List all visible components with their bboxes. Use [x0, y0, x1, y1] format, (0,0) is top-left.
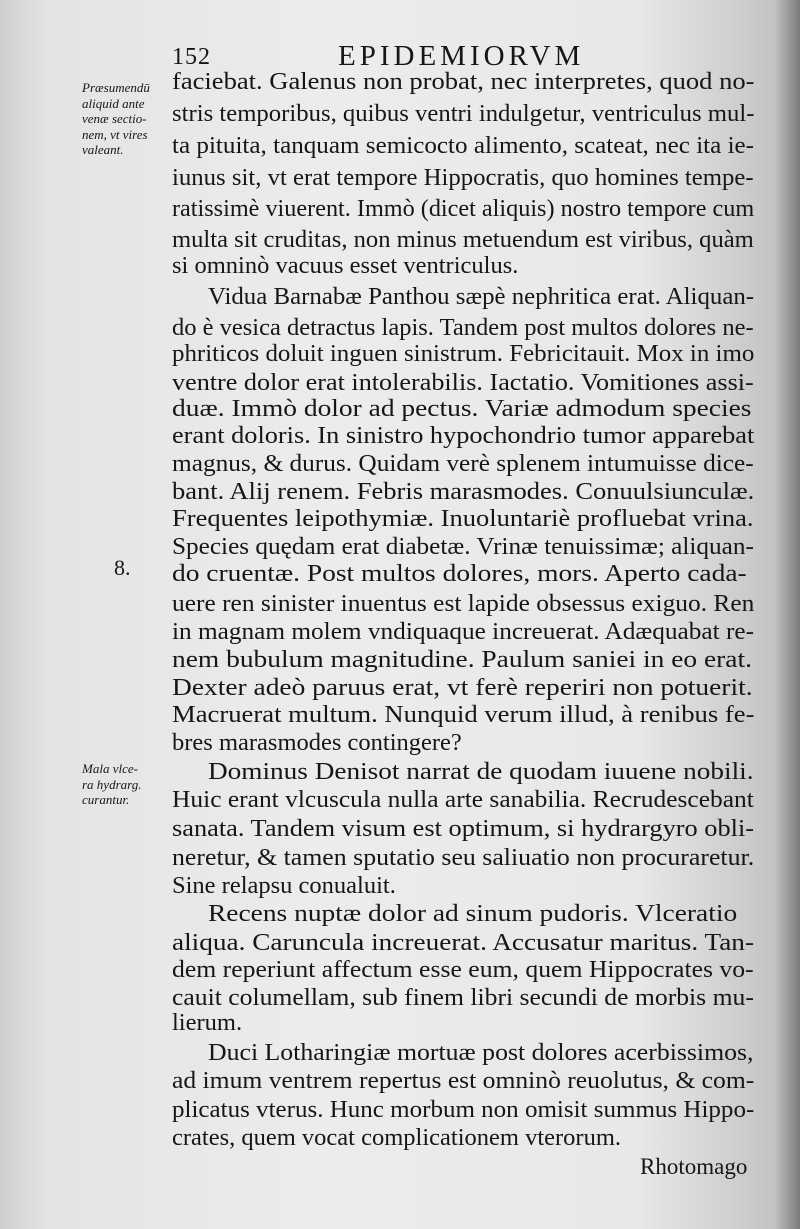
marginal-note-line: Mala vlce- — [82, 761, 138, 776]
page-gutter-shadow — [774, 0, 800, 1229]
marginal-note-line: valeant. — [82, 142, 124, 157]
text-line: bant. Alij renem. Febris marasmodes. Conuulsiunculæ. — [172, 478, 755, 505]
page-number: 152 — [172, 44, 211, 70]
text-line: Vidua Barnabæ Panthou sæpè nephritica erat. Aliquan- — [208, 283, 755, 310]
text-line: ventre dolor erat intolerabilis. Iactatio. Vomitiones assi- — [172, 369, 754, 396]
text-line: do è vesica detractus lapis. Tandem post multos dolores ne- — [172, 314, 754, 341]
text-line: lierum. — [172, 1009, 243, 1036]
text-line: stris temporibus, quibus ventri indulgetur, ventriculus mul- — [172, 100, 755, 127]
text-line: ad imum ventrem repertus est omninò reuolutus, & com- — [172, 1067, 755, 1094]
text-line: faciebat. Galenus non probat, nec interpretes, quod no- — [172, 68, 755, 95]
text-line: sanata. Tandem visum est optimum, si hydrargyro obli- — [172, 815, 755, 842]
marginal-note-line: Præsumendū — [82, 80, 150, 95]
text-line: aliqua. Caruncula increuerat. Accusatur maritus. Tan- — [172, 929, 755, 956]
text-line: magnus, & durus. Quidam verè splenem intumuisse dice- — [172, 450, 754, 477]
text-line: bres marasmodes contingere? — [172, 729, 462, 756]
text-line: ta pituita, tanquam semicocto alimento, scateat, nec ita ie- — [172, 132, 755, 159]
text-line: dem reperiunt affectum esse eum, quem Hippocrates vo- — [172, 956, 754, 983]
text-line: uere ren sinister inuentus est lapide obsessus exiguo. Ren — [172, 590, 755, 617]
text-line: neretur, & tamen sputatio seu saliuatio non procuraretur. — [172, 844, 755, 871]
text-line: Macruerat multum. Nunquid verum illud, à renibus fe- — [172, 701, 755, 728]
text-line: cauit columellam, sub finem libri secundi de morbis mu- — [172, 984, 754, 1011]
case-number: 8. — [114, 555, 131, 580]
text-line: Recens nuptæ dolor ad sinum pudoris. Vlceratio — [208, 900, 738, 927]
text-line: crates, quem vocat complicationem vterorum. — [172, 1124, 622, 1151]
text-line: do cruentæ. Post multos dolores, mors. Aperto cada- — [172, 560, 747, 587]
catchword: Rhotomago — [640, 1154, 748, 1179]
marginal-note-line: nem, vt vires — [82, 126, 148, 142]
text-line: multa sit cruditas, non minus metuendum est viribus, quàm — [172, 226, 754, 253]
text-line: ratissimè viuerent. Immò (dicet aliquis) nostro tempore cum — [172, 195, 755, 222]
text-line: nem bubulum magnitudine. Paulum saniei in eo erat. — [172, 646, 752, 673]
marginal-note-line: curantur. — [82, 792, 130, 807]
text-line: Huic erant vlcuscula nulla arte sanabilia. Recrudescebant — [172, 786, 754, 813]
marginal-note-line: ra hydrarg. — [82, 776, 142, 792]
text-line: iunus sit, vt erat tempore Hippocratis, quo homines tempe- — [172, 164, 754, 191]
marginal-note-line: venæ sectio- — [82, 111, 147, 126]
text-line: phriticos doluit inguen sinistrum. Febricitauit. Mox in imo — [172, 340, 755, 367]
text-line: in magnam molem vndiquaque increuerat. Adæquabat re- — [172, 618, 755, 645]
marginal-note-2 — [82, 761, 141, 808]
text-line: Dominus Denisot narrat de quodam iuuene nobili. — [208, 758, 754, 785]
text-line: Frequentes leipothymiæ. Inuoluntariè profluebat vrina. — [172, 505, 754, 532]
text-line: plicatus vterus. Hunc morbum non omisit summus Hippo- — [172, 1096, 755, 1123]
text-line: Dexter adeò paruus erat, vt ferè reperiri non potuerit. — [172, 674, 753, 701]
text-line: duæ. Immò dolor ad pectus. Variæ admodum species — [172, 395, 752, 422]
text-line: si omninò vacuus esset ventriculus. — [172, 252, 519, 279]
marginal-note-1 — [82, 80, 150, 158]
text-line: Species quędam erat diabetæ. Vrinæ tenuissimæ; aliquan- — [172, 533, 754, 560]
text-line: Sine relapsu conualuit. — [172, 872, 396, 899]
running-head: EPIDEMIORVM — [338, 40, 585, 72]
marginal-note-line: aliquid ante — [82, 95, 145, 111]
text-line: erant doloris. In sinistro hypochondrio tumor apparebat — [172, 422, 755, 449]
text-line: Duci Lotharingiæ mortuæ post dolores acerbissimos, — [208, 1039, 754, 1066]
